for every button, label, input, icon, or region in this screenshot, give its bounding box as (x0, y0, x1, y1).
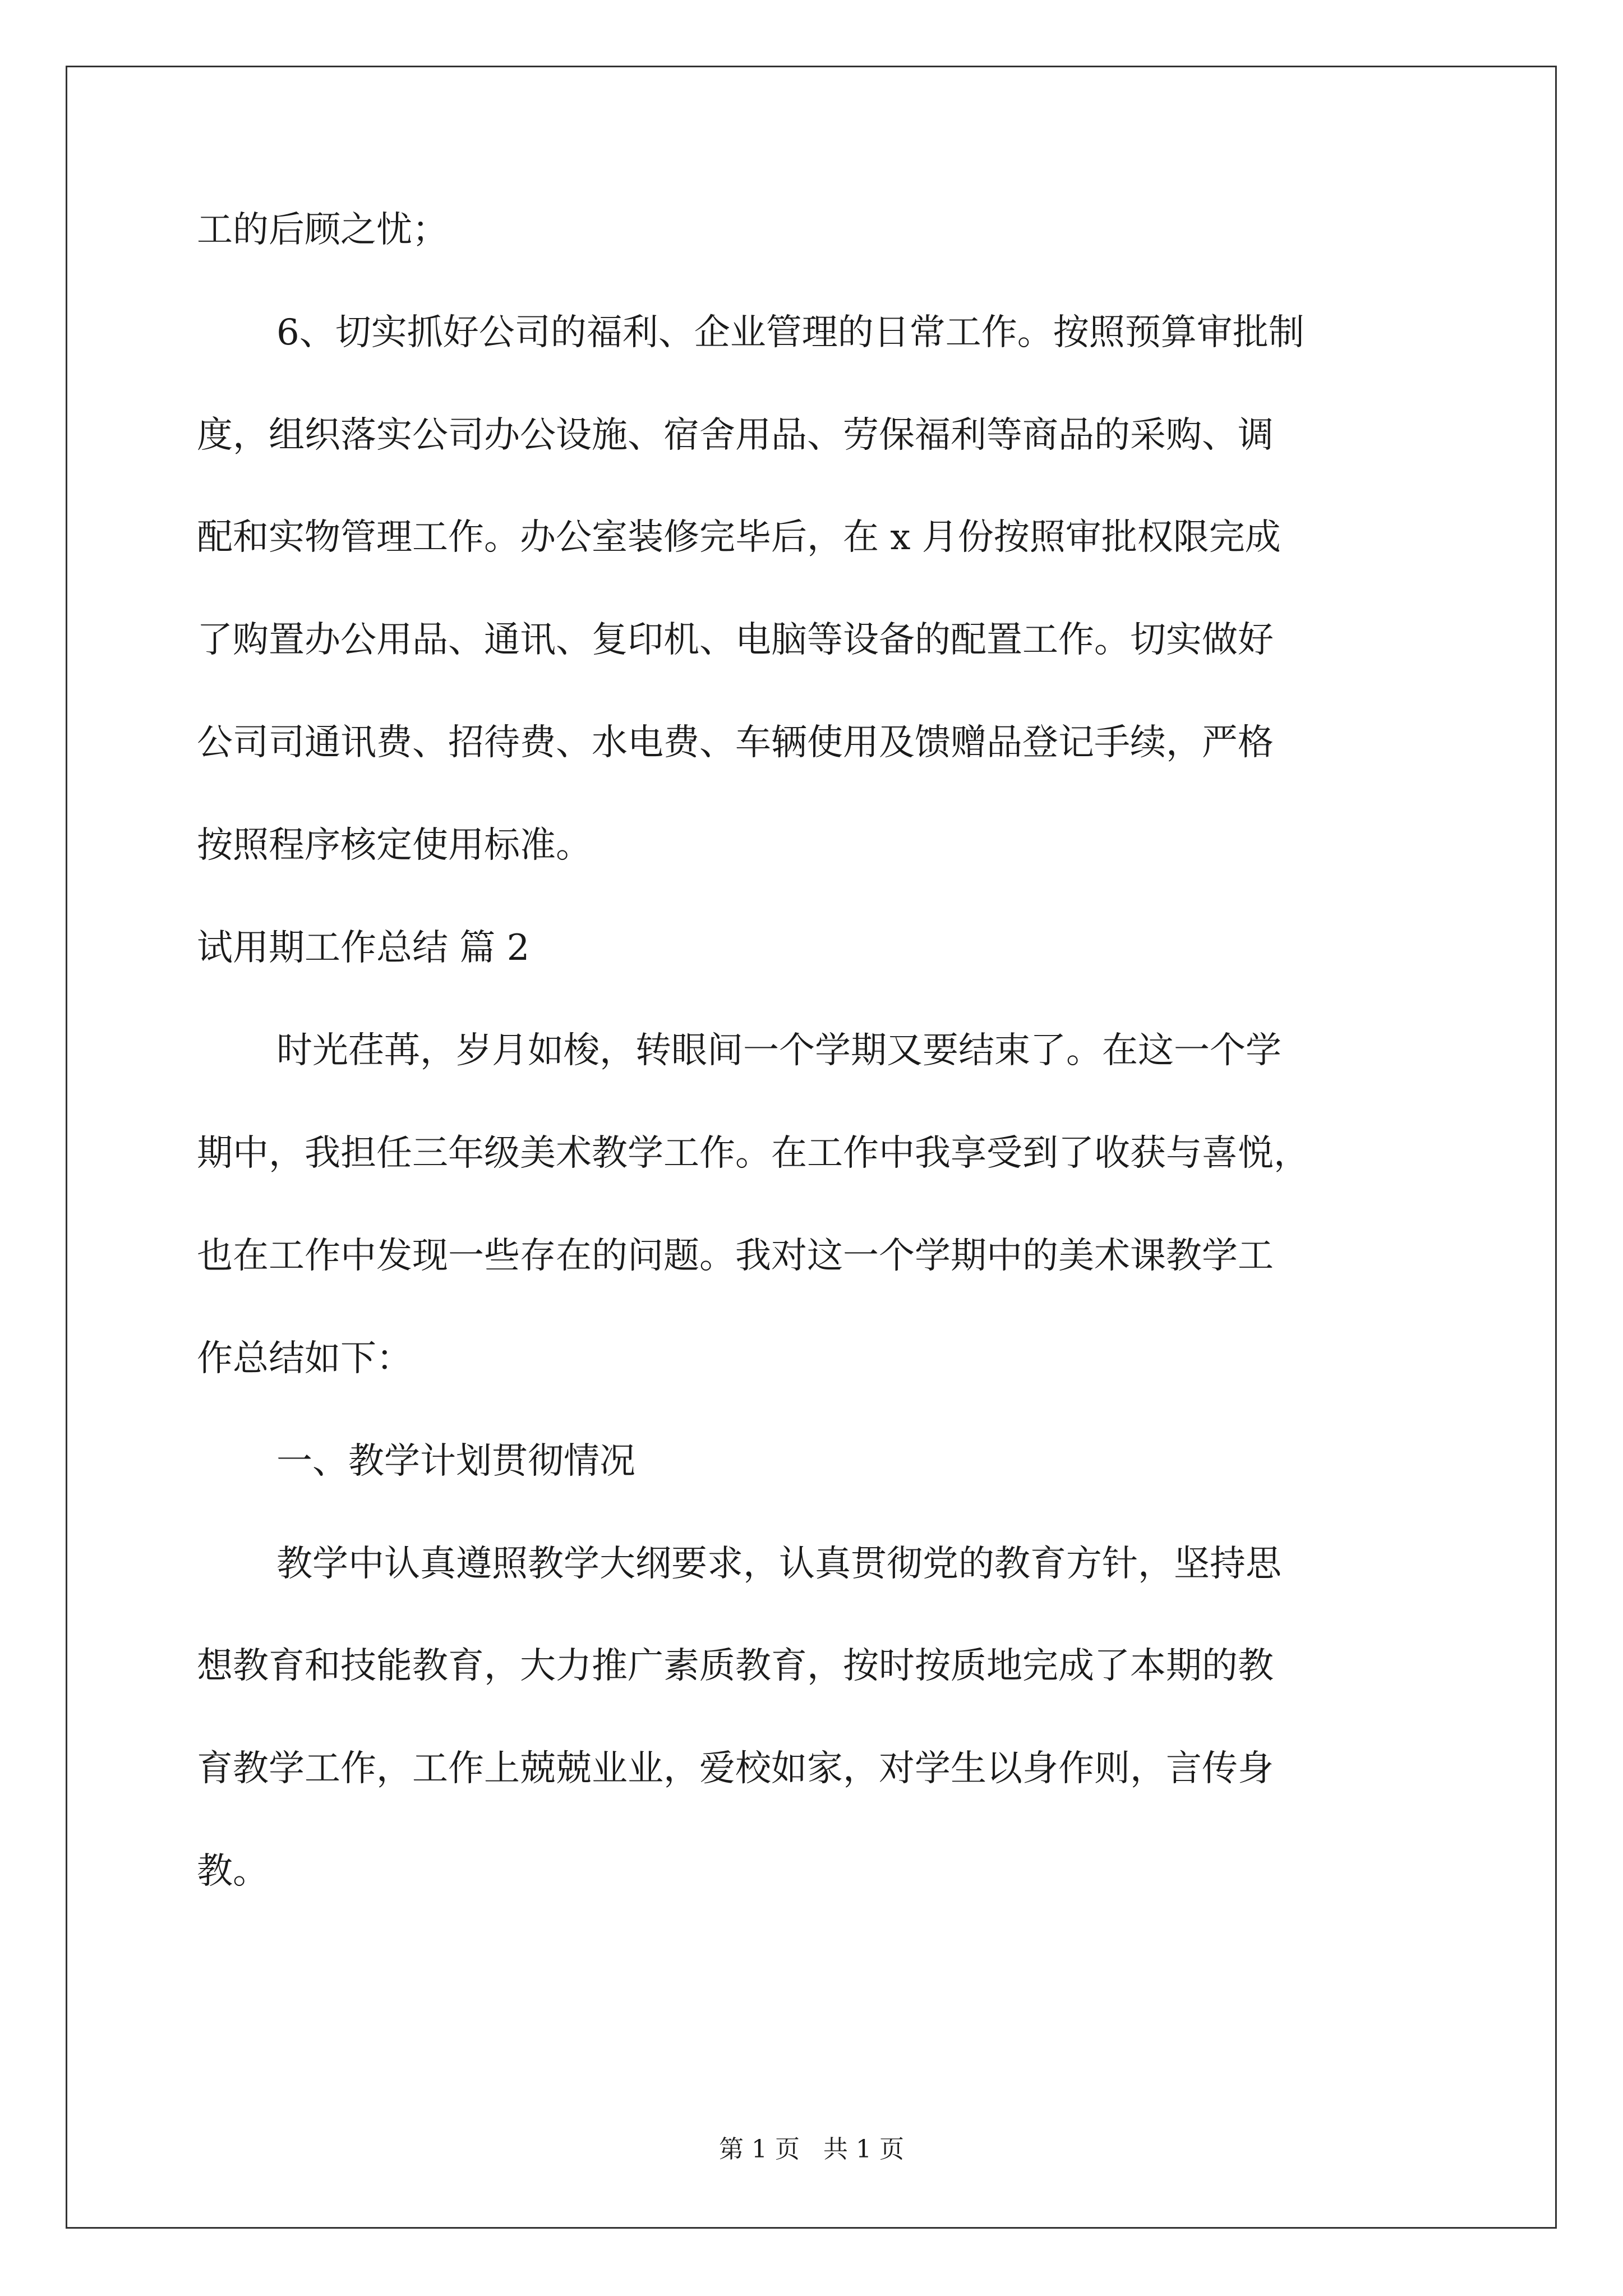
text-line: 也在工作中发现一些存在的问题。我对这一个学期中的美术课教学工 (197, 1235, 1274, 1277)
text-line: 想教育和技能教育，大力推广素质教育，按时按质地完成了本期的教 (197, 1645, 1274, 1687)
subsection-heading: 一、教学计划贯彻情况 (276, 1441, 635, 1482)
text-line: 教学中认真遵照教学大纲要求，认真贯彻党的教育方针，坚持思 (276, 1543, 1281, 1585)
text-line: 配和实物管理工作。办公室装修完毕后，在 x 月份按照审批权限完成 (197, 517, 1281, 558)
text-line: 教。 (197, 1851, 269, 1892)
text-line: 按照程序核定使用标准。 (197, 825, 592, 866)
text-line: 公司司通讯费、招待费、水电费、车辆使用及馈赠品登记手续，严格 (197, 722, 1274, 763)
text-line: 工的后顾之忧； (197, 209, 448, 251)
text-line: 度，组织落实公司办公设施、宿舍用品、劳保福利等商品的采购、调 (197, 415, 1274, 456)
text-line: 作总结如下： (197, 1338, 412, 1379)
text-line: 期中，我担任三年级美术教学工作。在工作中我享受到了收获与喜悦， (197, 1133, 1310, 1174)
text-line: 了购置办公用品、通讯、复印机、电脑等设备的配置工作。切实做好 (197, 619, 1274, 661)
section-heading: 试用期工作总结 篇 2 (197, 927, 530, 969)
text-line: 6、切实抓好公司的福利、企业管理的日常工作。按照预算审批制 (276, 312, 1304, 353)
text-line: 育教学工作，工作上兢兢业业，爱校如家，对学生以身作则，言传身 (197, 1748, 1274, 1789)
text-line: 时光荏苒，岁月如梭，转眼间一个学期又要结束了。在这一个学 (276, 1030, 1281, 1071)
page-number: 第 1 页 共 1 页 (719, 2135, 904, 2164)
